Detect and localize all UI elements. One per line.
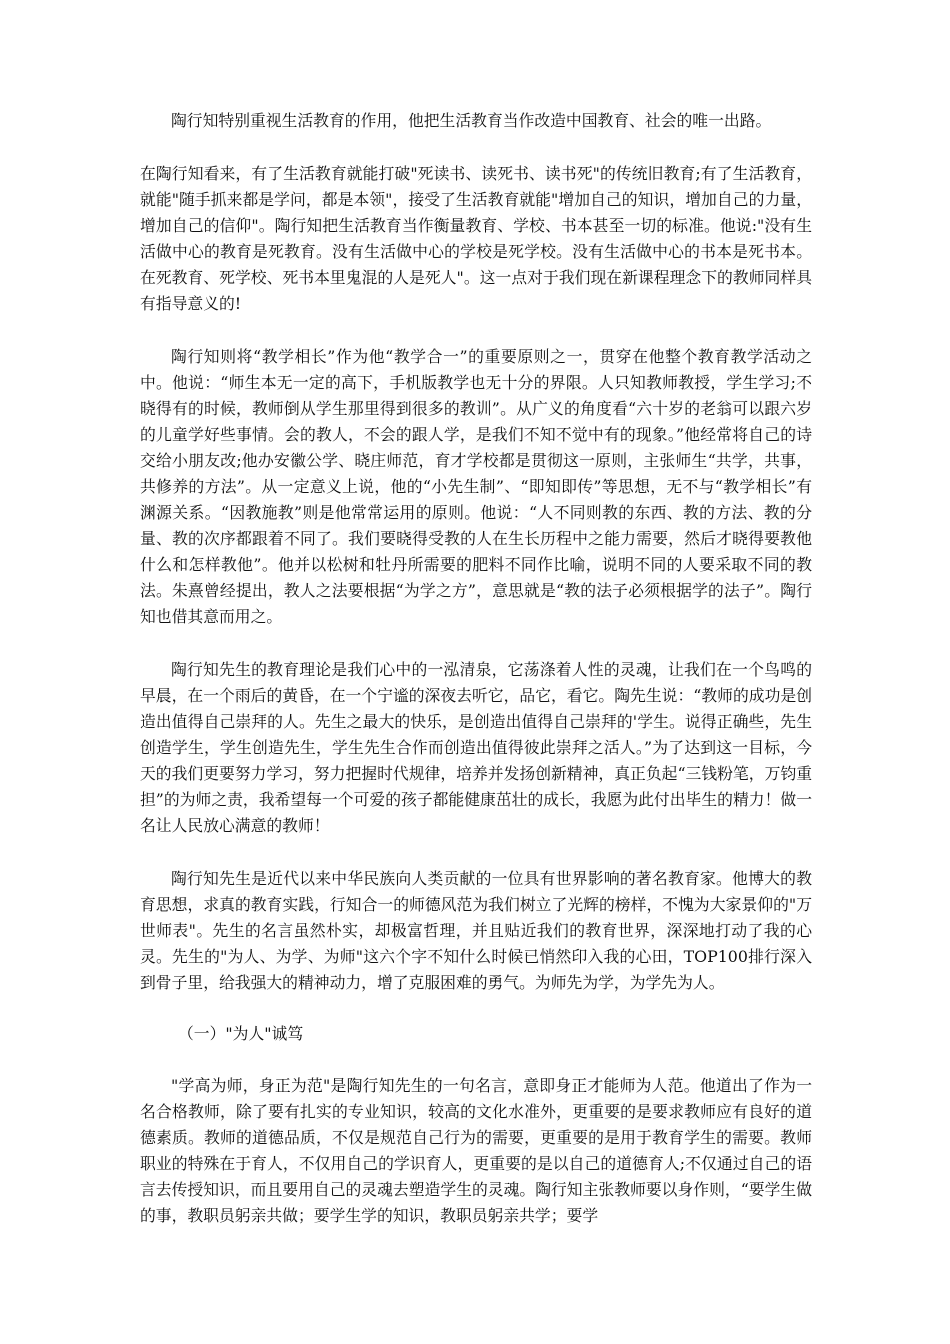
- paragraph-education-theory: 陶行知先生的教育理论是我们心中的一泓清泉，它荡涤着人性的灵魂，让我们在一个鸟鸣的早晨，在一个雨后的黄昏，在一个宁谧的深夜去听它，品它，看它。陶先生说：“教师的成功是创造出值得自己崇拜的人。先生之最大的快乐，是创造出值得自己崇拜的'学生。说得正确些，先生创造学生，学生创造先生，学生先生合作而创造出值得彼此崇拜之活人。”为了达到这一目标，今天的我们更要努力学习，努力把握时代规律，培养并发扬创新精神，真正负起“三钱粉笔，万钧重担”的为师之责，我希望每一个可爱的孩子都能健康茁壮的成长，我愿为此付出毕生的精力！做一名让人民放心满意的教师！: [140, 660, 812, 835]
- document-page: [140, 108, 812, 1229]
- paragraph-teaching-learning: 陶行知则将“教学相长”作为他“教学合一”的重要原则之一，贯穿在他整个教育教学活动之中。他说：“师生本无一定的高下，手机版教学也无十分的界限。人只知教师教授，学生学习;不晓得有的时候，教师倒从学生那里得到很多的教训”。从广义的角度看“六十岁的老翁可以跟六岁的儿童学好些事情。会的教人，不会的跟人学，是我们不知不觉中有的现象。”他经常将自己的诗交给小朋友改;他办安徽公学、晓庄师范，育才学校都是贯彻这一原则，主张师生“共学，共事，共修养的方法”。从一定意义上说，他的“小先生制”、“即知即传”等思想，无不与“教学相长”有渊源关系。“因教施教”则是他常常运用的原则。他说：“人不同则教的东西、教的方法、教的分量、教的次序都跟着不同了。我们要晓得受教的人在生长历程中之能力需要，然后才晓得要教他什么和怎样教他”。他并以松树和牡丹所需要的肥料不同作比喻，说明不同的人要采取不同的教法。朱熹曾经提出，教人之法要根据“为学之方”，意思就是“教的法子必须根据学的法子”。陶行知也借其意而用之。: [140, 347, 812, 626]
- paragraph-educator-tribute: 陶行知先生是近代以来中华民族向人类贡献的一位具有世界影响的著名教育家。他博大的教育思想，求真的教育实践，行知合一的师德风范为我们树立了光辉的榜样，不愧为大家景仰的"万世师表"。先生的名言虽然朴实，却极富哲理，并且贴近我们的教育世界，深深地打动了我的心灵。先生的"为人、为学、为师"这六个字不知什么时候已悄然印入我的心田，TOP100排行深入到骨子里，给我强大的精神动力，增了克服困难的勇气。为师先为学，为学先为人。: [140, 869, 812, 992]
- section-heading-being-human: （一）"为人"诚笃: [178, 1024, 304, 1043]
- paragraph-teacher-morality: "学高为师，身正为范"是陶行知先生的一句名言，意即身正才能师为人范。他道出了作为一名合格教师，除了要有扎实的专业知识，较高的文化水准外，更重要的是要求教师应有良好的道德素质。教师的道德品质，不仅是规范自己行为的需要，更重要的是用于教育学生的需要。教师职业的特殊在于育人，不仅用自己的学识育人，更重要的是以自己的道德育人;不仅通过自己的语言去传授知识，而且要用自己的灵魂去塑造学生的灵魂。陶行知主张教师要以身作则，“要学生做的事，教职员躬亲共做；要学生学的知识，教职员躬亲共学；要学: [140, 1076, 812, 1225]
- paragraph-life-education-standard: 在陶行知看来，有了生活教育就能打破"死读书、读死书、读书死"的传统旧教育;有了生活教育，就能"随手抓来都是学问，都是本领"，接受了生活教育就能"增加自己的知识，增加自己的力量，增加自己的信仰"。陶行知把生活教育当作衡量教育、学校、书本甚至一切的标准。他说:"没有生活做中心的教育是死教育。没有生活做中心的学校是死学校。没有生活做中心的书本是死书本。在死教育、死学校、死书本里鬼混的人是死人"。这一点对于我们现在新课程理念下的教师同样具有指导意义的!: [140, 164, 812, 313]
- paragraph-life-education-intro: 陶行知特别重视生活教育的作用，他把生活教育当作改造中国教育、社会的唯一出路。: [171, 111, 772, 130]
